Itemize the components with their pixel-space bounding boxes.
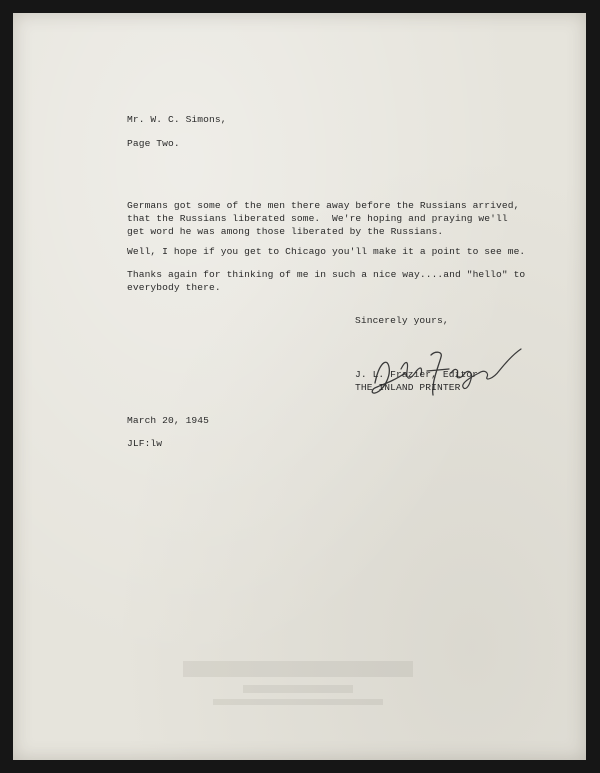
body-paragraph-3: Thanks again for thinking of me in such a nice way....and "hello" to everybody there.: [127, 269, 526, 293]
page-label: Page Two.: [127, 138, 180, 149]
body-paragraph-2: Well, I hope if you get to Chicago you'll make it a point to see me.: [127, 246, 526, 257]
closing-line: Sincerely yours,: [355, 315, 449, 326]
signer-name: J. L. Frazier, Editor: [355, 369, 479, 380]
organization-name: THE INLAND PRINTER: [355, 382, 461, 393]
faint-letterhead-showthrough: [173, 653, 423, 713]
recipient-line: Mr. W. C. Simons,: [127, 114, 227, 125]
letter-date: March 20, 1945: [127, 415, 210, 426]
body-paragraph-1: Germans got some of the men there away before the Russians arrived, that the Russians liberated some. We're hoping and praying we'll get word he was among those liberated by the Russians.: [127, 200, 520, 237]
signature-block: [355, 368, 478, 394]
reference-initials: JLF:lw: [127, 438, 163, 449]
letter-page: [13, 13, 586, 760]
